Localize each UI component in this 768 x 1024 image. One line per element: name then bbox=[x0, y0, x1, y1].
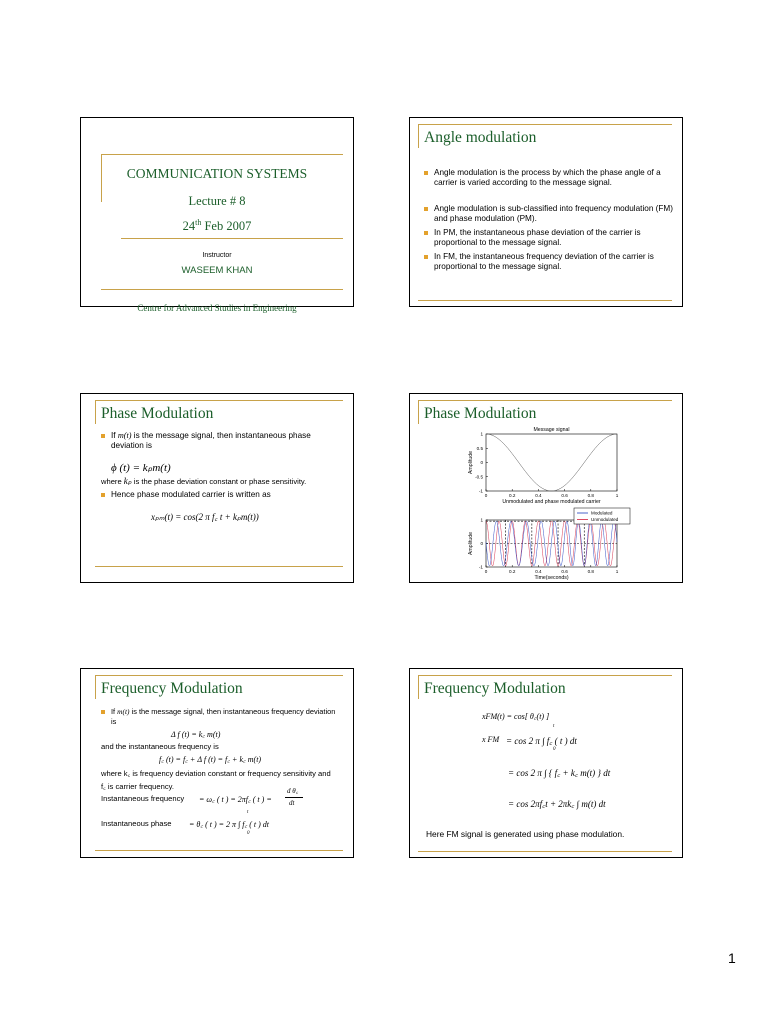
bullet-marker bbox=[424, 207, 428, 211]
footer-rule bbox=[95, 850, 343, 851]
where-line: where kₚ is the phase deviation constant or phase sensitivity. bbox=[101, 476, 307, 486]
legend-label-unmodulated: Unmodulated bbox=[591, 517, 619, 523]
y-axis-label-2: Amplitude bbox=[468, 531, 474, 556]
accent-line-top bbox=[418, 675, 672, 676]
y-tick-label-1: 0 bbox=[480, 460, 483, 466]
inst-phase-label: Instantaneous phase bbox=[101, 819, 172, 828]
footer-rule bbox=[418, 300, 672, 301]
fraction-numerator: d θ꜀ bbox=[287, 787, 299, 795]
x-tick-label-2: 0 bbox=[484, 569, 488, 574]
y-tick-label-2: -1 bbox=[478, 564, 483, 570]
y-axis-label-1: Amplitude bbox=[468, 450, 474, 475]
bullet-1: If m(t) is the message signal, then instantaneous frequency deviation is bbox=[101, 707, 337, 726]
fm-signal-definition: xFM(t) = cos[ θ꜀(t) ] bbox=[482, 712, 550, 721]
y-tick-label-2: 0 bbox=[480, 541, 483, 547]
slide-title: Phase Modulation bbox=[424, 405, 537, 422]
phase-deviation-equation: ϕ (t) = kₚm(t) bbox=[111, 462, 171, 474]
frequency-deviation-equation: Δ f (t) = k꜀ m(t) bbox=[171, 730, 221, 739]
slide-frequency-modulation-equations bbox=[80, 668, 354, 858]
instructor-name: WASEEM KHAN bbox=[181, 265, 253, 276]
lecture-date: 24th Feb 2007 bbox=[182, 218, 252, 234]
bullet-marker bbox=[101, 710, 105, 714]
fm-equation-line-2: = cos 2 π ∫ { f꜀ + k꜀ m(t) } dt bbox=[508, 768, 611, 778]
bullet-marker bbox=[101, 434, 105, 438]
institution-footer: Centre for Advanced Studies in Engineering bbox=[137, 303, 297, 313]
instructor-label: Instructor bbox=[202, 252, 232, 259]
integral-lower-limit: 0 bbox=[553, 747, 556, 752]
instantaneous-frequency-equation: f꜀ (t) = f꜀ + Δ f (t) = f꜀ + k꜀ m(t) bbox=[159, 755, 262, 764]
x-axis-label-2: Time(seconds) bbox=[534, 575, 569, 581]
carrier-line: f꜀ is carrier frequency. bbox=[101, 782, 174, 791]
y-tick-label-1: -0.5 bbox=[475, 474, 483, 480]
bullet-2: Hence phase modulated carrier is written as bbox=[101, 490, 341, 500]
bullet-marker bbox=[424, 255, 428, 259]
accent-line-top bbox=[95, 675, 343, 676]
bullet-marker bbox=[424, 171, 428, 175]
x-tick-label-2: 1 bbox=[615, 569, 619, 574]
accent-line-top bbox=[418, 124, 672, 125]
slide-title: Frequency Modulation bbox=[101, 680, 243, 697]
x-tick-label-1: 1 bbox=[615, 493, 619, 498]
fm-equation-line-3: = cos 2πf꜀t + 2πk꜀ ∫ m(t) dt bbox=[508, 799, 606, 809]
fm-lhs: x FM bbox=[482, 735, 500, 744]
fraction-bar bbox=[285, 797, 303, 798]
slide-frequency-modulation-derivation bbox=[409, 668, 683, 858]
legend-label-modulated: Modulated bbox=[591, 510, 613, 516]
fraction-denominator: dt bbox=[289, 799, 295, 807]
accent-line-vertical bbox=[418, 675, 419, 699]
pm-carrier-equation: xₚₘ(t) = cos(2 π f꜀ t + kₚm(t)) bbox=[151, 512, 259, 522]
x-tick-label-1: 0.6 bbox=[561, 493, 568, 498]
bullet-2: Angle modulation is sub-classified into frequency modulation (FM) and phase modulation (PM). bbox=[424, 204, 676, 225]
inst-frequency-label: Instantaneous frequency bbox=[101, 794, 185, 803]
slide-angle-modulation bbox=[409, 117, 683, 307]
integral-lower-limit: 0 bbox=[247, 831, 250, 836]
slide-title bbox=[80, 117, 354, 313]
plots-figure bbox=[410, 394, 682, 582]
message-signal-line bbox=[486, 434, 617, 491]
accent-line-top bbox=[95, 400, 343, 401]
integral-upper-limit: t bbox=[247, 810, 249, 815]
slide-title: Frequency Modulation bbox=[424, 680, 566, 697]
plot-frame-1 bbox=[486, 434, 617, 491]
slide-title: Angle modulation bbox=[424, 129, 537, 146]
slide-phase-modulation-plots bbox=[409, 393, 683, 583]
bullet-marker bbox=[424, 231, 428, 235]
plot-title-1: Message signal bbox=[533, 427, 570, 433]
slide-title: Phase Modulation bbox=[101, 405, 214, 422]
instantaneous-frequency-intro: and the instantaneous frequency is bbox=[101, 742, 219, 751]
x-tick-label-1: 0.8 bbox=[587, 493, 594, 498]
x-tick-label-2: 0.2 bbox=[509, 569, 516, 574]
inst-phase-equation: = θ꜀ ( t ) = 2 π ∫ f꜀ ( t ) dt bbox=[189, 820, 270, 829]
footer-rule bbox=[95, 566, 343, 567]
accent-line-vertical bbox=[95, 400, 96, 424]
slide-phase-modulation-equations bbox=[80, 393, 354, 583]
x-tick-label-1: 0.2 bbox=[509, 493, 516, 498]
y-tick-label-1: 1 bbox=[480, 431, 483, 437]
bullet-3: In PM, the instantaneous phase deviation of the carrier is proportional to the message signal. bbox=[424, 228, 676, 249]
x-tick-label-1: 0.4 bbox=[535, 493, 542, 498]
x-tick-label-2: 0.4 bbox=[535, 569, 542, 574]
accent-line-vertical bbox=[95, 675, 96, 699]
bullet-marker bbox=[101, 493, 105, 497]
y-tick-label-1: -1 bbox=[478, 488, 483, 494]
accent-line-top bbox=[101, 154, 343, 155]
where-line: where k꜀ is frequency deviation constant or frequency sensitivity and bbox=[101, 769, 331, 778]
fm-note: Here FM signal is generated using phase modulation. bbox=[426, 829, 625, 839]
bullet-1: If m(t) is the message signal, then instantaneous phase deviation is bbox=[101, 431, 341, 452]
page-number: 1 bbox=[728, 950, 736, 966]
bullet-1: Angle modulation is the process by which the phase angle of a carrier is varied according to the message signal. bbox=[424, 168, 676, 189]
footer-rule bbox=[101, 289, 343, 290]
integral-upper-limit: t bbox=[553, 724, 555, 729]
lecture-number: Lecture # 8 bbox=[188, 194, 246, 208]
inst-frequency-equation: = ω꜀ ( t ) = 2πf꜀ ( t ) = bbox=[199, 795, 272, 804]
fm-equation-line-1: = cos 2 π ∫ f꜀ ( t ) dt bbox=[506, 736, 577, 746]
x-axis-label-1: Unmodulated and phase modulated carrier bbox=[502, 499, 601, 505]
y-tick-label-2: 1 bbox=[480, 517, 483, 523]
accent-line-bottom bbox=[121, 238, 343, 239]
x-tick-label-2: 0.6 bbox=[561, 569, 568, 574]
footer-rule bbox=[418, 851, 672, 852]
bullet-4: In FM, the instantaneous frequency deviation of the carrier is proportional to the message signal. bbox=[424, 252, 676, 273]
accent-line-vertical bbox=[418, 124, 419, 148]
x-tick-label-1: 0 bbox=[484, 493, 488, 498]
presentation-title: COMMUNICATION SYSTEMS bbox=[126, 166, 308, 181]
y-tick-label-1: 0.5 bbox=[476, 445, 483, 451]
x-tick-label-2: 0.8 bbox=[587, 569, 594, 574]
